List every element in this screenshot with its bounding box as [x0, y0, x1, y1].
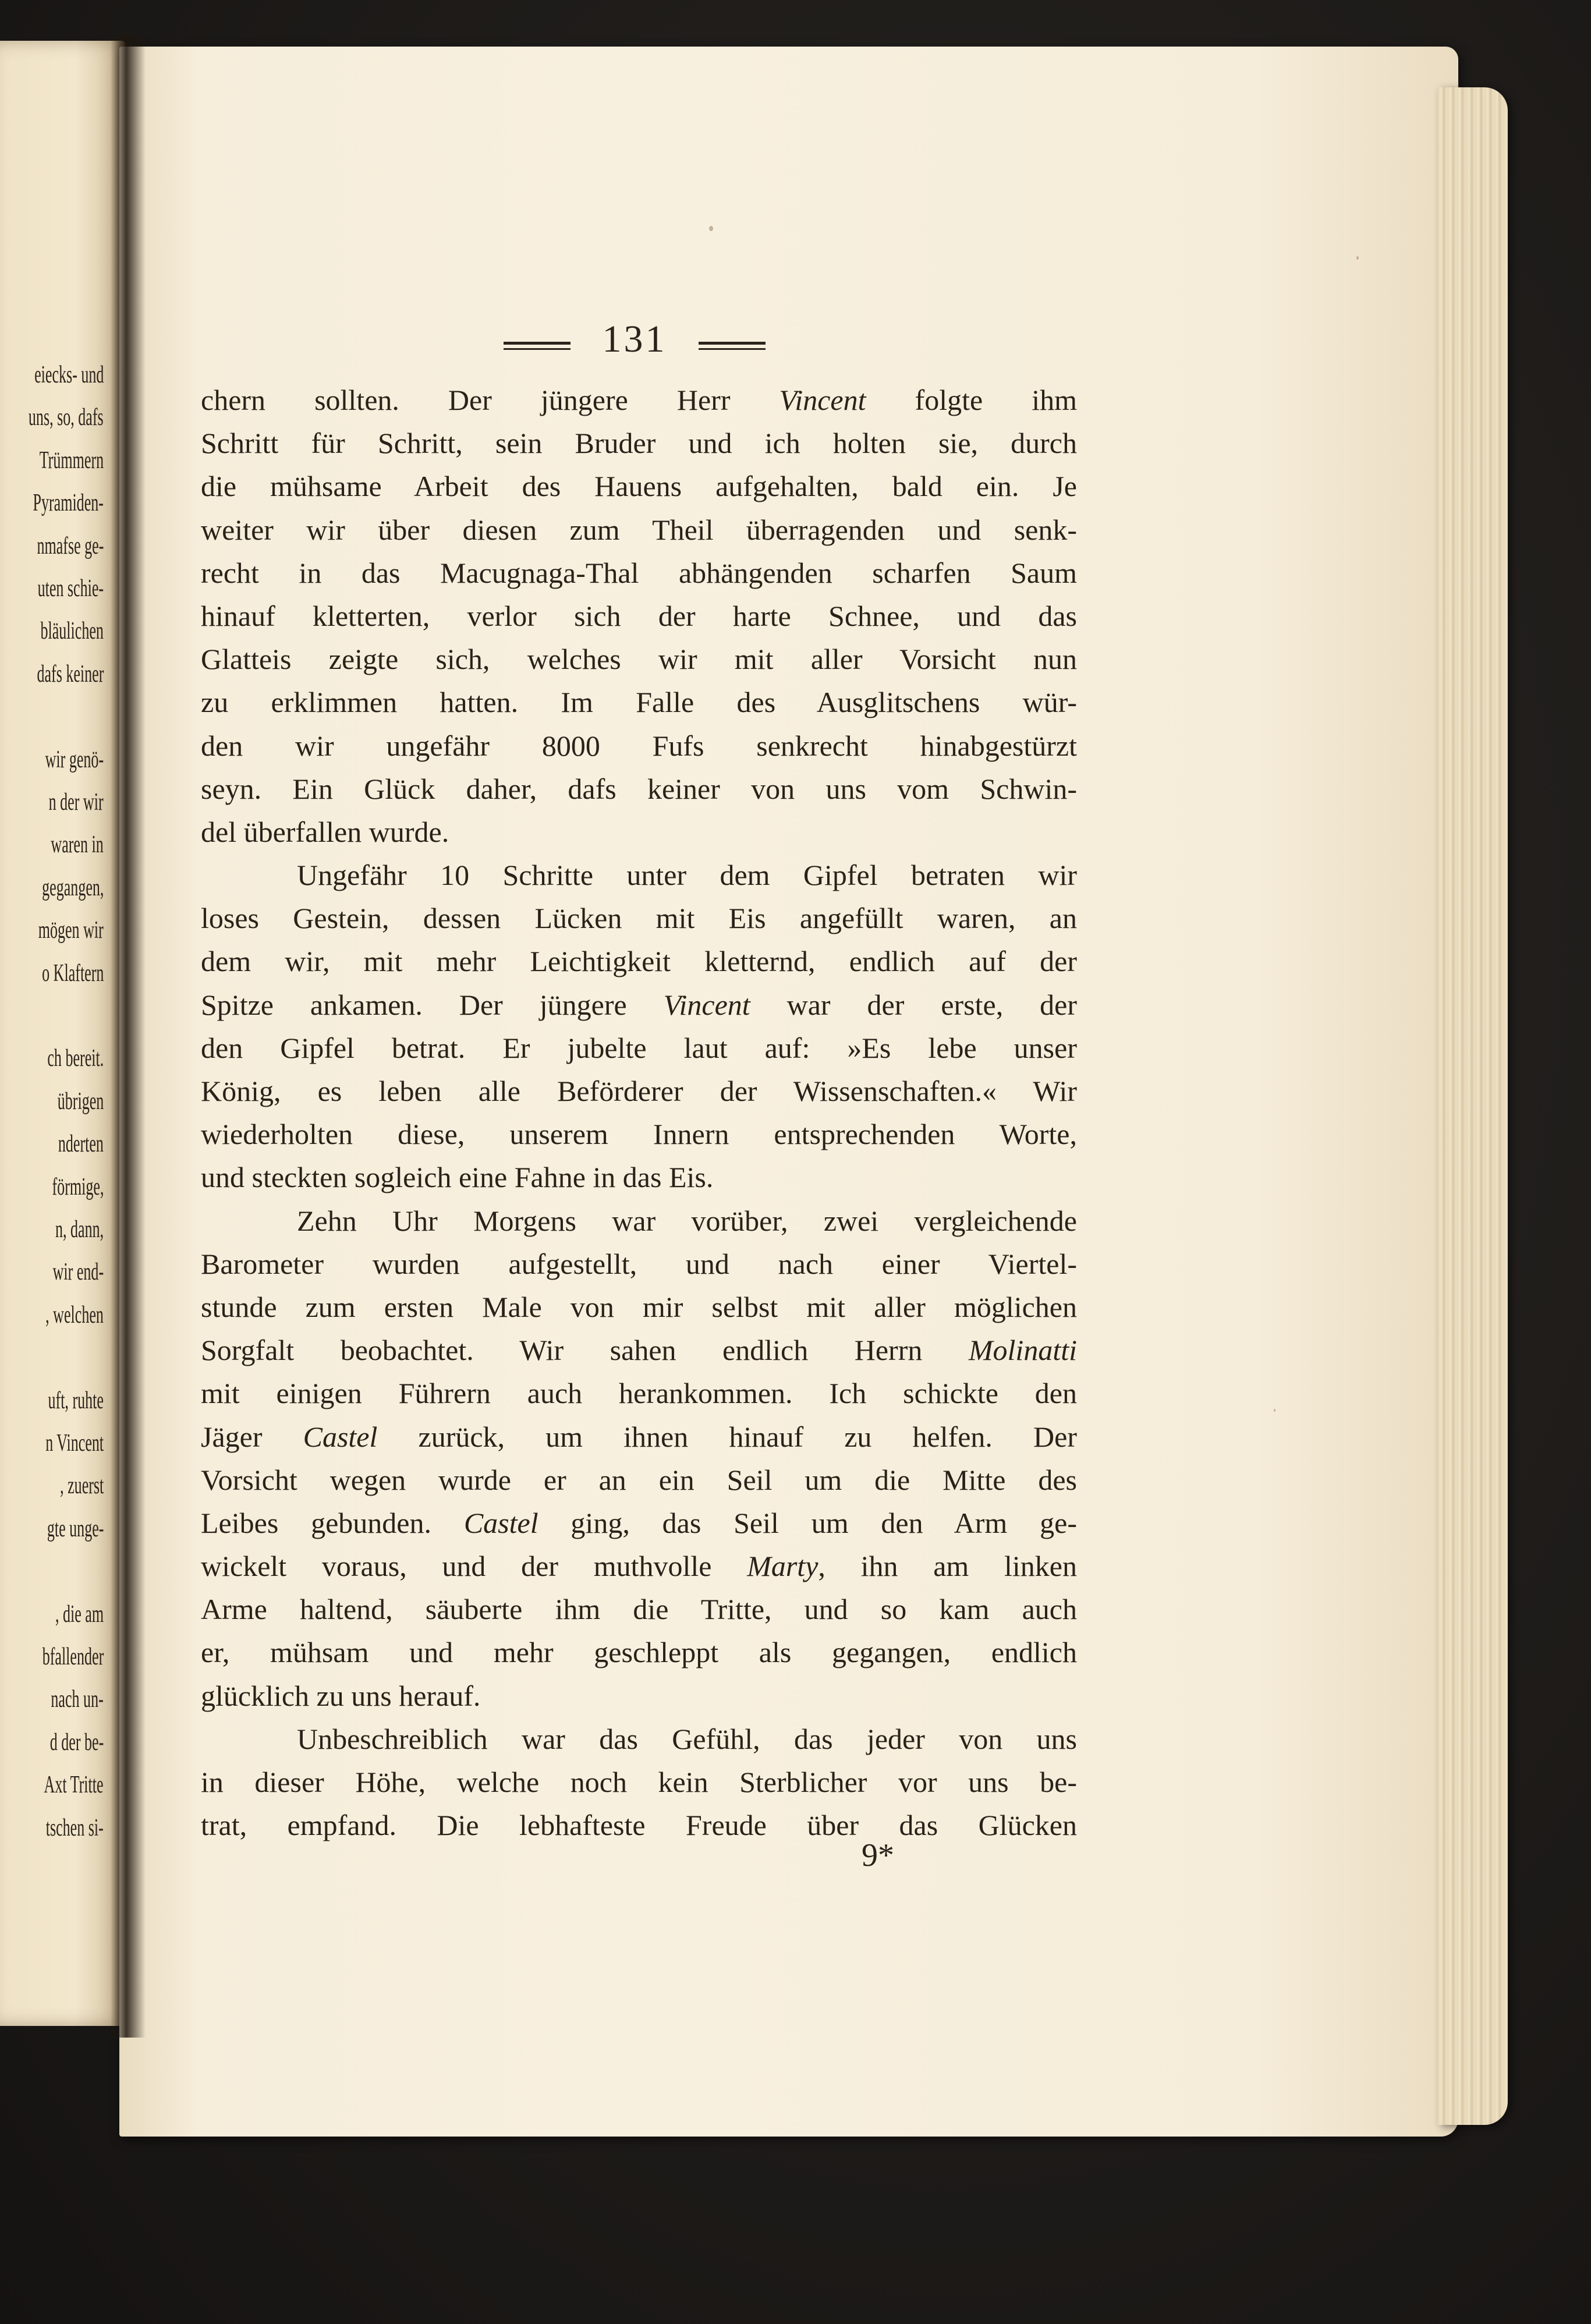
text-line [201, 637, 1077, 681]
text-line [201, 1199, 1077, 1242]
text-segment: , ihn am linken [818, 1550, 1078, 1583]
left-page-line: übrigen [57, 1087, 104, 1115]
page-edges [1438, 87, 1508, 2125]
italic-name: Vincent [663, 988, 750, 1021]
text-segment: trat, empfand. Die lebhafteste Freude über das Glücken [201, 1809, 1077, 1842]
text-segment: er, mühsam und mehr geschleppt als gegangen, endlich [201, 1636, 1077, 1669]
text-segment: Leibes gebunden. [201, 1506, 464, 1539]
text-line [201, 1588, 1077, 1631]
text-segment: glücklich zu uns herauf. [201, 1679, 481, 1712]
header-rule-right [699, 342, 766, 350]
left-page-text [0, 41, 116, 2026]
left-page-line: eiecks- und [34, 362, 104, 388]
text-segment: Arme haltend, säuberte ihm die Tritte, und so kam auch [201, 1593, 1077, 1626]
text-line [201, 767, 1077, 810]
text-line [201, 853, 1077, 897]
text-segment: del überfallen wurde. [201, 815, 449, 848]
text-segment: wiederholten diese, unserem Innern entsprechenden Worte, [201, 1118, 1077, 1151]
left-page-line: wir end- [52, 1259, 104, 1286]
left-page-line: förmige, [52, 1173, 104, 1200]
text-line [201, 1760, 1077, 1804]
body-text [201, 378, 1077, 1847]
signature-mark: 9* [862, 1837, 894, 1873]
text-segment: Glatteis zeigte sich, welches wir mit aller Vorsicht nun [201, 643, 1077, 676]
text-segment: zurück, um ihnen hinauf zu helfen. Der [377, 1420, 1077, 1453]
left-page-line: wir genö- [45, 746, 104, 773]
text-line [201, 1501, 1077, 1544]
left-page-line: dafs keiner [37, 660, 104, 688]
text-segment: die mühsame Arbeit des Hauens aufgehalten, bald ein. Je [201, 470, 1077, 503]
left-page-line: n, dann, [55, 1216, 104, 1243]
left-page-line: Pyramiden- [33, 490, 104, 517]
left-facing-page [0, 41, 125, 2026]
text-line [201, 1717, 1077, 1760]
text-segment: mit einigen Führern auch herankommen. Ich schickte den [201, 1377, 1077, 1410]
text-segment: stunde zum ersten Male von mir selbst mit aller möglichen [201, 1290, 1077, 1323]
left-page-line: Trümmern [39, 447, 104, 474]
paper-speck [1274, 1409, 1275, 1412]
text-segment: dem wir, mit mehr Leichtigkeit kletternd, endlich auf der [201, 945, 1077, 978]
left-page-line: waren in [51, 831, 104, 859]
text-line [201, 594, 1077, 637]
left-page-line: , welchen [45, 1301, 104, 1328]
text-line [201, 421, 1077, 465]
text-segment: König, es leben alle Beförderer der Wissenschaften.« Wir [201, 1075, 1077, 1107]
text-segment: in dieser Höhe, welche noch kein Sterblicher vor uns be- [201, 1766, 1077, 1798]
text-segment: zu erklimmen hatten. Im Falle des Ausglitschens wür- [201, 686, 1077, 719]
page-header [495, 317, 774, 370]
text-segment: den Gipfel betrat. Er jubelte laut auf: »Es lebe unser [201, 1031, 1077, 1064]
text-segment: Unbeschreiblich war das Gefühl, das jeder von uns [297, 1722, 1077, 1755]
paper-speck [1356, 256, 1359, 260]
left-page-line: uns, so, dafs [29, 404, 104, 431]
text-line [201, 940, 1077, 983]
text-segment: Vorsicht wegen wurde er an ein Seil um die Mitte des [201, 1463, 1077, 1496]
text-segment: Sorgfalt beobachtet. Wir sahen endlich Herrn [201, 1334, 969, 1367]
text-segment: Ungefähr 10 Schritte unter dem Gipfel betraten wir [297, 859, 1077, 892]
left-page-line: , die am [55, 1600, 104, 1628]
left-page-line: uft, ruhte [48, 1387, 104, 1414]
left-page-line: gegangen, [41, 874, 104, 901]
left-page-line: n Vincent [45, 1430, 104, 1457]
left-page-line: gte unge- [47, 1515, 104, 1542]
text-line [201, 1631, 1077, 1674]
italic-name: Castel [303, 1420, 378, 1453]
text-segment: Spitze ankamen. Der jüngere [201, 988, 664, 1021]
left-page-line: , zuerst [59, 1472, 104, 1500]
text-line [201, 983, 1077, 1026]
text-segment: Zehn Uhr Morgens war vorüber, zwei vergleichende [297, 1204, 1077, 1237]
text-segment: war der erste, der [750, 988, 1077, 1021]
left-page-line: nmafse ge- [37, 532, 104, 559]
left-page-line: bfallender [42, 1643, 104, 1670]
text-segment: weiter wir über diesen zum Theil überragenden und senk- [201, 513, 1077, 546]
paper-speck [709, 226, 713, 231]
text-segment: Jäger [201, 1420, 303, 1453]
text-segment: folgte ihm [866, 384, 1077, 416]
left-page-line: bläulichen [40, 618, 104, 645]
text-segment: recht in das Macugnaga-Thal abhängenden scharfen Saum [201, 556, 1077, 589]
text-line [201, 1328, 1077, 1372]
text-line [201, 724, 1077, 767]
left-page-line: uten schie- [37, 575, 104, 602]
text-segment: loses Gestein, dessen Lücken mit Eis angefüllt waren, an [201, 902, 1077, 935]
page-number: 131 [602, 318, 667, 360]
text-segment: chern sollten. Der jüngere Herr [201, 384, 779, 416]
text-line [201, 465, 1077, 508]
text-line [201, 681, 1077, 724]
left-page-line: mögen wir [38, 917, 104, 944]
text-line [201, 1458, 1077, 1501]
text-line [201, 897, 1077, 940]
text-segment: den wir ungefähr 8000 Fufs senkrecht hinabgestürzt [201, 729, 1077, 762]
text-segment: seyn. Ein Glück daher, dafs keiner von uns vom Schwin- [201, 772, 1077, 805]
text-segment: hinauf kletterten, verlor sich der harte Schnee, und das [201, 599, 1077, 632]
text-segment: und steckten sogleich eine Fahne in das Eis. [201, 1161, 714, 1194]
text-line [201, 1156, 1077, 1199]
text-segment: Schritt für Schritt, sein Bruder und ich holten sie, durch [201, 427, 1077, 460]
text-line [201, 1285, 1077, 1328]
text-line [201, 1372, 1077, 1415]
book-gutter [111, 35, 146, 2038]
text-line [201, 810, 1077, 853]
text-line [201, 1415, 1077, 1458]
left-page-line: ch bereit. [47, 1045, 104, 1072]
italic-name: Marty [747, 1550, 818, 1583]
italic-name: Molinatti [968, 1334, 1077, 1367]
left-page-line: nach un- [51, 1686, 104, 1713]
left-page-line: Axt Tritte [44, 1772, 104, 1799]
text-line [201, 1026, 1077, 1069]
text-line [201, 1544, 1077, 1588]
left-page-line: o Klaftern [41, 959, 104, 987]
left-page-line: nderten [58, 1131, 104, 1158]
text-line [201, 1113, 1077, 1156]
text-line [201, 1804, 1077, 1847]
left-page-line: n der wir [48, 789, 104, 816]
text-segment: ging, das Seil um den Arm ge- [538, 1506, 1077, 1539]
text-line [201, 1069, 1077, 1113]
text-line [201, 508, 1077, 551]
italic-name: Castel [463, 1506, 538, 1539]
text-line [201, 378, 1077, 421]
text-line [201, 551, 1077, 594]
text-segment: Barometer wurden aufgestellt, und nach einer Viertel- [201, 1247, 1077, 1280]
left-page-line: d der be- [49, 1728, 104, 1756]
italic-name: Vincent [779, 384, 866, 416]
left-page-line: tschen si- [45, 1814, 104, 1841]
text-line [201, 1674, 1077, 1717]
text-segment: wickelt voraus, und der muthvolle [201, 1550, 747, 1583]
text-line [201, 1242, 1077, 1285]
